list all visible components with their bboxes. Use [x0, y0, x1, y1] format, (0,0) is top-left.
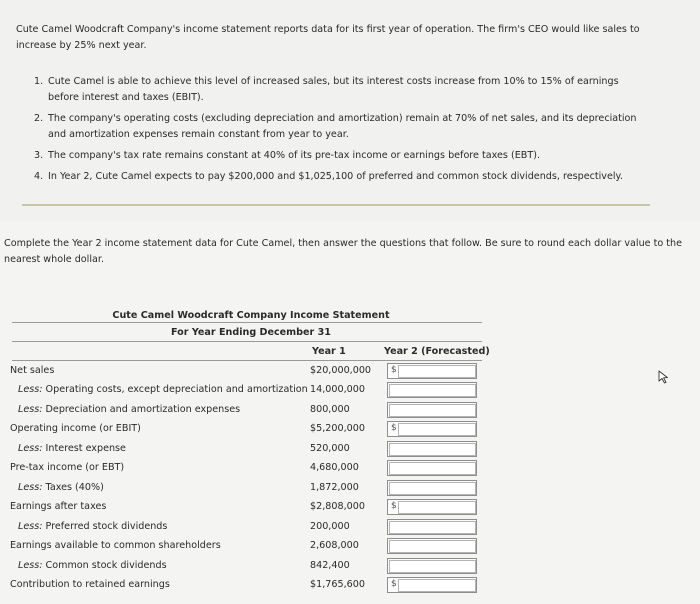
table-row	[10, 420, 480, 439]
year2-input[interactable]	[387, 519, 477, 535]
year1-value: $5,200,000	[310, 423, 365, 435]
year2-input-field[interactable]	[398, 579, 476, 592]
condition-item: 4. In Year 2, Cute Camel expects to pay $200,000 and $1,025,100 of preferred and common stock dividends, respectively.	[34, 171, 623, 182]
year2-input-field[interactable]	[389, 404, 476, 417]
row-label-text: Operating costs, except depreciation and amortization	[45, 384, 308, 396]
year1-value: 800,000	[310, 403, 350, 415]
intro-text: Cute Camel Woodcraft Company's income statement reports data for its first year of operation. The firm's CEO would like sales to increase by 25% next year.	[16, 24, 640, 51]
row-label: Operating income (or EBIT)	[10, 423, 141, 435]
row-label-text: Taxes (40%)	[45, 481, 104, 493]
year2-input-field[interactable]	[389, 443, 476, 456]
year2-input[interactable]	[387, 577, 477, 593]
less-prefix: Less:	[18, 520, 43, 532]
row-label: Contribution to retained earnings	[10, 578, 170, 590]
table-row	[10, 537, 480, 556]
year2-input[interactable]	[387, 363, 477, 379]
year1-value: 842,400	[310, 559, 350, 571]
table-row	[10, 440, 480, 459]
section-divider	[22, 204, 650, 206]
year2-input[interactable]	[387, 480, 477, 496]
dollar-sign: $	[391, 578, 397, 589]
title-rule	[12, 322, 482, 323]
less-prefix: Less:	[18, 559, 43, 571]
row-label: Net sales	[10, 365, 55, 376]
table-row	[10, 479, 480, 498]
row-label-text: Depreciation and amortization expenses	[45, 403, 241, 415]
year2-input-field[interactable]	[389, 560, 476, 573]
col-year2-header: Year 2 (Forecasted)	[384, 346, 490, 357]
row-label-text: Interest expense	[45, 442, 126, 454]
year2-input[interactable]	[387, 499, 477, 515]
table-row	[10, 498, 480, 517]
less-prefix: Less:	[18, 481, 43, 493]
table-row	[10, 557, 480, 576]
less-prefix: Less:	[18, 403, 43, 415]
year2-input-field[interactable]	[398, 501, 476, 514]
year1-value: $2,808,000	[310, 501, 365, 513]
year2-input[interactable]	[387, 421, 477, 437]
statement-title: Cute Camel Woodcraft Company Income Statement	[112, 310, 390, 321]
conditions-list	[34, 74, 644, 190]
year2-input-field[interactable]	[398, 365, 476, 378]
year2-input[interactable]	[387, 460, 477, 476]
year2-input[interactable]	[387, 441, 477, 457]
year1-value: 2,608,000	[310, 540, 359, 552]
dollar-sign: $	[391, 365, 397, 375]
instructions-text: Complete the Year 2 income statement data for Cute Camel, then answer the questions that follow. Be sure to round each dollar value to the nearest whole dollar.	[4, 238, 683, 265]
year2-input[interactable]	[387, 402, 477, 418]
year2-input-field[interactable]	[389, 384, 476, 397]
year1-value: 520,000	[310, 442, 350, 454]
condition-item: 2. The company's operating costs (excluding depreciation and amortization) remain at 70% of net sales, and its depreciation and amortization expenses remain constant from year to year.	[34, 113, 637, 140]
statement-subtitle: For Year Ending December 31	[171, 327, 331, 338]
year1-value: 1,872,000	[310, 481, 359, 493]
condition-item: 3. The company's tax rate remains constant at 40% of its pre-tax income or earnings before taxes (EBT).	[34, 150, 541, 161]
row-label	[18, 443, 126, 454]
table-row	[10, 576, 480, 595]
year1-value: $20,000,000	[310, 365, 372, 376]
row-label-text: Preferred stock dividends	[45, 520, 168, 532]
row-label	[18, 482, 104, 493]
year1-value: 4,680,000	[310, 462, 359, 474]
table-row	[10, 362, 480, 381]
row-label-text: Common stock dividends	[45, 559, 167, 571]
year2-input[interactable]	[387, 382, 477, 398]
less-prefix: Less:	[18, 384, 43, 396]
year1-value: 14,000,000	[310, 384, 365, 396]
mouse-cursor-icon	[658, 370, 670, 384]
row-label	[18, 560, 167, 571]
table-row	[10, 459, 480, 478]
year2-input-field[interactable]	[389, 482, 476, 495]
year2-input-field[interactable]	[389, 540, 476, 553]
table-row	[10, 518, 480, 537]
year1-value: $1,765,600	[310, 578, 365, 590]
table-row	[10, 401, 480, 420]
row-label: Earnings after taxes	[10, 501, 107, 513]
dollar-sign: $	[391, 423, 397, 434]
condition-item: 1. Cute Camel is able to achieve this level of increased sales, but its interest costs increase from 10% to 15% of earnings before interest and taxes (EBIT).	[34, 76, 619, 103]
row-label	[18, 404, 240, 415]
year2-input-field[interactable]	[389, 462, 476, 475]
row-label: Earnings available to common shareholders	[10, 540, 221, 552]
row-label: Pre-tax income (or EBT)	[10, 462, 125, 474]
row-label	[18, 521, 167, 532]
subtitle-rule	[12, 341, 482, 342]
row-label	[18, 384, 308, 395]
table-row	[10, 381, 480, 400]
year2-input-field[interactable]	[398, 423, 476, 436]
header-rule	[12, 360, 482, 361]
year2-input[interactable]	[387, 558, 477, 574]
dollar-sign: $	[391, 501, 397, 512]
year2-input-field[interactable]	[389, 521, 476, 534]
year1-value: 200,000	[310, 520, 350, 532]
col-year1-header: Year 1	[312, 346, 346, 357]
year2-input[interactable]	[387, 538, 477, 554]
less-prefix: Less:	[18, 442, 43, 454]
